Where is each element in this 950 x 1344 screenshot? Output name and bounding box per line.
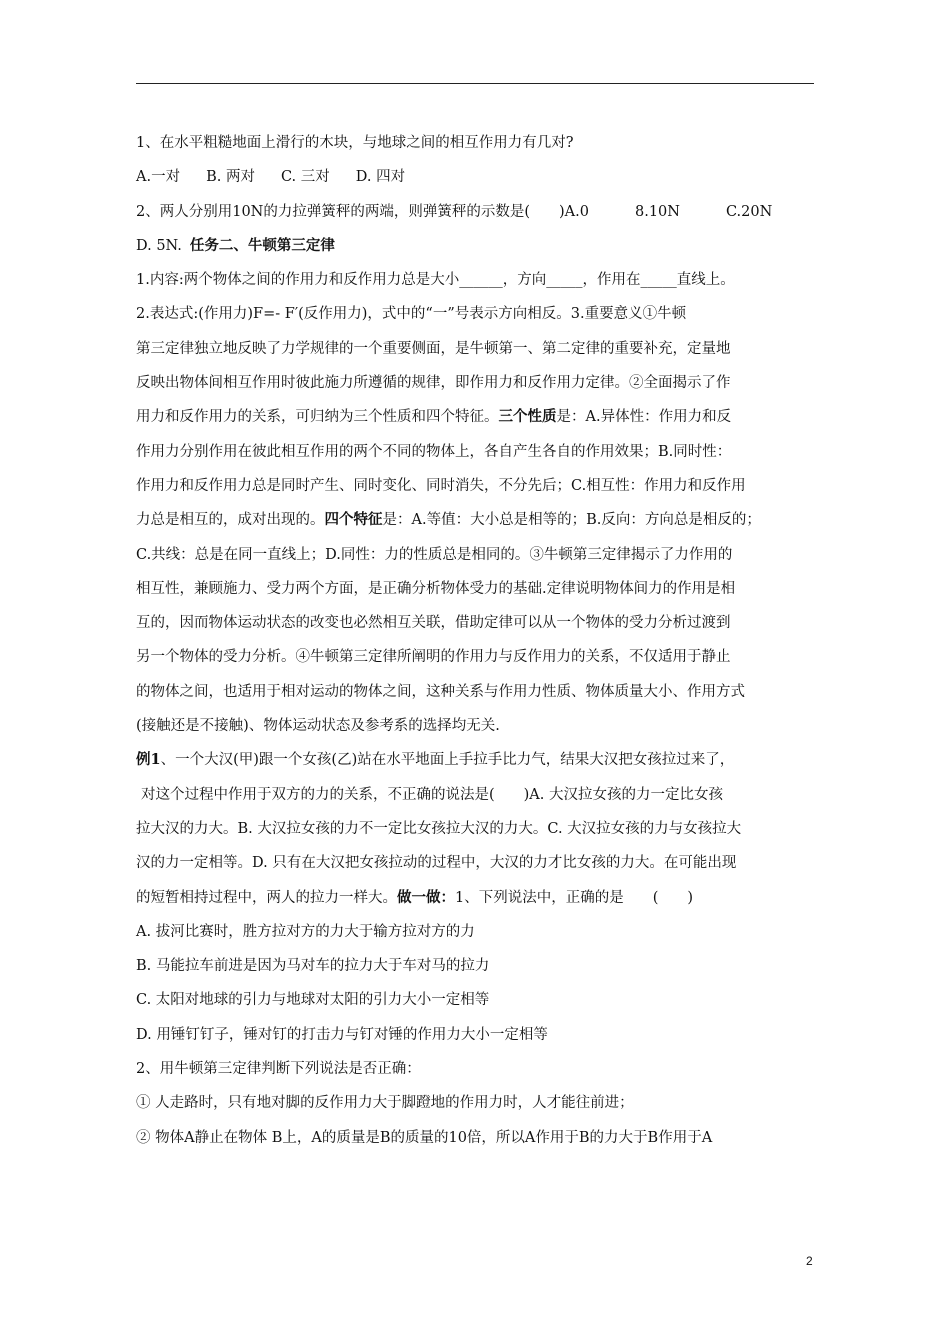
example-line: 拉大汉的力大。B. 大汉拉女孩的力不一定比女孩拉大汉的力大。C. 大汉拉女孩的力与女孩拉大 <box>136 820 742 837</box>
example-label: 例1 <box>136 751 161 769</box>
question-1-options <box>136 160 826 194</box>
body-line: 2.表达式:(作用力)F=- F′(反作用力)，式中的“一”号表示方向相反。3.重要意义①牛顿 <box>136 306 687 323</box>
section-heading: 任务二、牛顿第三定律 <box>189 236 335 254</box>
document-body <box>136 126 826 1155</box>
practice-option-b: B. 马能拉车前进是因为马对车的拉力大于车对马的拉力 <box>136 958 490 975</box>
practice-option-d: D. 用锤钉钉子，锤对钉的打击力与钉对锤的作用力大小一定相等 <box>136 1026 548 1043</box>
practice-option-a: A. 拔河比赛时，胜方拉对方的力大于输方拉对方的力 <box>136 923 475 940</box>
example-line: 对这个过程中作用于双方的力的关系，不正确的说法是( )A. 大汉拉女孩的力一定比女孩 <box>141 786 724 803</box>
body-line: 作用力和反作用力总是同时产生、同时变化、同时消失，不分先后；C.相互性：作用力和反作用 <box>136 477 746 494</box>
body-line: 第三定律独立地反映了力学规律的一个重要侧面，是牛顿第一、第二定律的重要补充，定量地 <box>136 340 731 357</box>
body-line: 力总是相互的，成对出现的。四个特征是：A.等值：大小总是相等的；B.反向：方向总是相反的； <box>136 511 761 529</box>
judge-item: ② 物体A静止在物体 B上，A的质量是B的质量的10倍，所以A作用于B的力大于B作用于A <box>136 1129 713 1146</box>
example-line: 的短暂相持过程中，两人的拉力一样大。做一做：1、下列说法中，正确的是 ( ) <box>136 888 694 906</box>
body-line: 用力和反作用力的关系，可归纳为三个性质和四个特征。三个性质是：A.异体性：作用力和反 <box>136 408 732 426</box>
practice-option-c: C. 太阳对地球的引力与地球对太阳的引力大小一定相等 <box>136 992 490 1009</box>
page-number: 2 <box>806 1254 813 1268</box>
option-b: 8.10N <box>634 203 680 220</box>
body-line: 1.内容:两个物体之间的作用力和反作用力总是大小______，方向_____，作用在_____直线上。 <box>136 272 735 289</box>
body-line: C.共线：总是在同一直线上；D.同性：力的性质总是相同的。③牛顿第三定律揭示了力作用的 <box>136 546 733 563</box>
body-line: 反映出物体间相互作用时彼此施力所遵循的规律，即作用力和反作用力定律。②全面揭示了作 <box>136 375 731 392</box>
bold-term: 三个性质 <box>498 408 557 426</box>
body-line: 另一个物体的受力分析。④牛顿第三定律所阐明的作用力与反作用力的关系，不仅适用于静止 <box>136 649 731 666</box>
practice-heading: 做一做： <box>397 888 455 906</box>
option-d: D. 5N. <box>136 237 182 254</box>
option-b: B. 两对 <box>206 169 255 186</box>
body-line: 相互性，兼顾施力、受力两个方面，是正确分析物体受力的基础.定律说明物体间力的作用是相 <box>136 580 736 597</box>
body-line: 作用力分别作用在彼此相互作用的两个不同的物体上，各自产生各自的作用效果；B.同时性： <box>136 443 732 460</box>
judge-item: ① 人走路时，只有地对脚的反作用力大于脚蹬地的作用力时，人才能往前进； <box>136 1095 634 1112</box>
option-a: A.一对 <box>136 169 181 186</box>
question-2-stem: 2、两人分别用10N的力拉弹簧秤的两端，则弹簧秤的示数是( )A.0 8.10N C.20N <box>136 203 773 220</box>
body-line: (接触还是不接触)、物体运动状态及参考系的选择均无关. <box>136 718 500 735</box>
example-line: 汉的力一定相等。D. 只有在大汉把女孩拉动的过程中，大汉的力才比女孩的力大。在可能出现 <box>136 855 737 872</box>
header-rule <box>136 83 814 84</box>
body-line: 的物体之间，也适用于相对运动的物体之间，这种关系与作用力性质、物体质量大小、作用方式 <box>136 683 745 700</box>
option-d: D. 四对 <box>355 169 406 186</box>
example-line: 例1、一个大汉(甲)跟一个女孩(乙)站在水平地面上手拉手比力气，结果大汉把女孩拉过来了， <box>136 751 735 769</box>
bold-term: 四个特征 <box>324 511 383 529</box>
body-line: 互的，因而物体运动状态的改变也必然相互关联，借助定律可以从一个物体的受力分析过渡到 <box>136 615 731 632</box>
option-c: C.20N <box>725 203 773 220</box>
question-1-stem: 1、在水平粗糙地面上滑行的木块，与地球之间的相互作用力有几对? <box>136 135 574 151</box>
option-c: C. 三对 <box>280 169 330 186</box>
question-2-cont <box>136 229 826 263</box>
judge-question-stem: 2、用牛顿第三定律判断下列说法是否正确： <box>136 1061 421 1078</box>
